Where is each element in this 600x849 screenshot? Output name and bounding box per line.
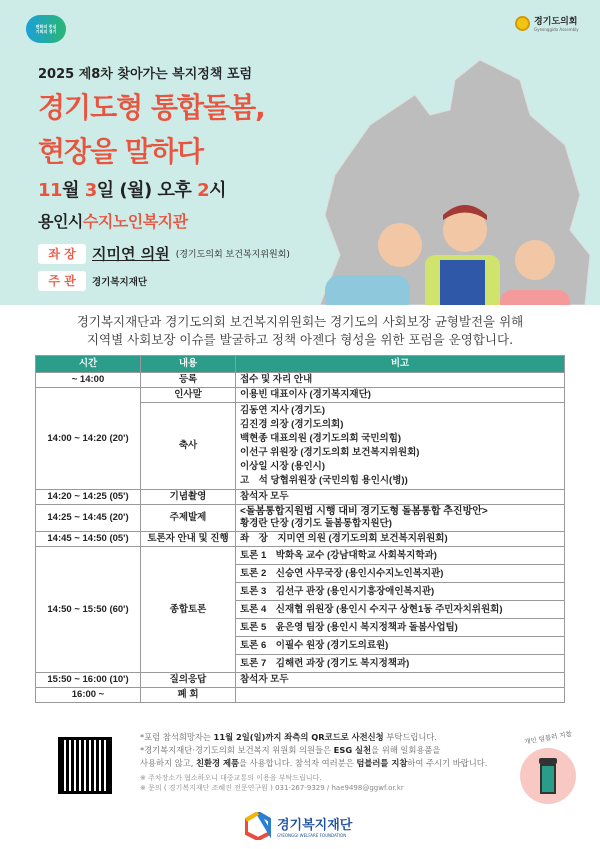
title-line: 경기도형 통합돌봄, [38, 91, 265, 124]
page-title [38, 86, 265, 174]
cell-note: 토론 7 김해련 과장 (경기도 복지정책과) [236, 655, 565, 673]
contact-info [140, 773, 510, 793]
cell-note [236, 403, 565, 490]
cell-item: 축사 [141, 403, 236, 490]
grandma-face [515, 240, 555, 280]
note-line: 이상일 시장 (용인시) [240, 461, 326, 472]
foundation-name: 경기복지재단 [277, 818, 353, 833]
assembly-logo [515, 14, 579, 32]
cell-note: 참석자 모두 [236, 673, 565, 688]
note-text: *포럼 참석희망자는 [140, 732, 214, 742]
foundation-hexagon-icon [245, 812, 271, 840]
note-line: 김진경 의장 (경기도의회) [240, 419, 344, 430]
registration-qr-code[interactable] [58, 737, 112, 794]
gyeonggi-map-illustration [320, 55, 600, 305]
note-text: 사용하지 않고, [140, 758, 197, 768]
contact-note: ※ 문의 ( 경기복지재단 조혜진 전문연구원 ) 031-267-9329 / hae9498@ggwf.or.kr [140, 784, 404, 792]
cell-item: 등록 [141, 373, 236, 388]
note-line: 고 석 당협위원장 (국민의힘 용인시(병)) [240, 475, 408, 486]
cell-item: 주제발제 [141, 505, 236, 532]
intro-line: 경기복지재단과 경기도의회 보건복지위원회는 경기도의 사회보장 균형발전을 위해 [76, 314, 524, 329]
tumbler-icon [520, 748, 576, 804]
header-time: 시간 [36, 356, 141, 373]
host-row [38, 271, 147, 291]
venue-city: 용인시 [38, 212, 83, 231]
table-row [36, 547, 565, 565]
date-month: 11 [38, 180, 63, 201]
table-row [36, 373, 565, 388]
program-table [35, 355, 565, 703]
intro-text [0, 313, 600, 349]
cell-note: 토론 3 김선구 관장 (용인시기흥장애인복지관) [236, 583, 565, 601]
note-line: 김동연 지사 (경기도) [240, 405, 326, 416]
note-text: *경기복지재단·경기도의회 보건복지 위원회 의원들은 [140, 745, 334, 755]
note-bold: 친환경 제품 [196, 758, 239, 768]
cell-item: 기념촬영 [141, 490, 236, 505]
note-text: 부탁드립니다. [383, 732, 438, 742]
note-text: 하여 주시기 바랍니다. [407, 758, 488, 768]
intro-line: 지역별 사회보장 이슈를 발굴하고 정책 아젠다 형성을 위한 포럼을 운영합니다. [86, 332, 514, 347]
footer-notes [140, 731, 510, 770]
cell-note [236, 688, 565, 703]
cell-note: 참석자 모두 [236, 490, 565, 505]
cell-note: 토론 5 윤은영 팀장 (용인시 복지정책과 돌봄사업팀) [236, 619, 565, 637]
foundation-logo [245, 812, 352, 840]
cell-item: 종합토론 [141, 547, 236, 673]
assembly-name: 경기도의회 [534, 17, 578, 27]
cell-note: 토론 6 이필수 원장 (경기도의료원) [236, 637, 565, 655]
cell-time: ~ 14:00 [36, 373, 141, 388]
note-bold: 텀블러를 지참 [356, 758, 408, 768]
cell-item: 질의응답 [141, 673, 236, 688]
title-line: 현장을 말하다 [38, 135, 204, 168]
note-text: 을 위해 일회용품을 [371, 745, 441, 755]
table-row [36, 688, 565, 703]
cell-time: 16:00 ~ [36, 688, 141, 703]
host-name: 경기복지재단 [92, 277, 148, 288]
cell-note: 접수 및 자리 안내 [236, 373, 565, 388]
note-line: 백현종 대표의원 (경기도의회 국민의힘) [240, 433, 402, 444]
cell-time: 14:00 ~ 14:20 (20') [36, 388, 141, 490]
table-row [36, 673, 565, 688]
seal-icon [515, 16, 530, 31]
hero-banner [0, 0, 600, 305]
chair-name: 지미연 의원 [92, 245, 170, 263]
table-row [36, 388, 565, 403]
logo-text: 변화의 중심 [35, 24, 57, 29]
cell-time: 14:25 ~ 14:45 (20') [36, 505, 141, 532]
table-header [36, 356, 565, 373]
date-text: 시 [209, 180, 226, 201]
note-bold: 11월 2일(일)까지 좌측의 QR코드로 사전신청 [213, 732, 384, 742]
date-text: 월 [62, 180, 85, 201]
cell-time: 14:45 ~ 14:50 (05') [36, 532, 141, 547]
date-text: 일 (월) 오후 [96, 180, 198, 201]
footer-text [140, 731, 510, 793]
note-line [140, 744, 510, 757]
parking-note: ※ 주차장소가 협소하오니 대중교통의 이용을 부탁드립니다. [140, 774, 322, 782]
note-bold: ESG 실천 [333, 745, 372, 755]
venue-place: 수지노인복지관 [82, 212, 188, 231]
cell-item: 인사말 [141, 388, 236, 403]
forum-subtitle: 2025 제8차 찾아가는 복지정책 포럼 [38, 67, 253, 82]
chair-tag: 좌 장 [38, 244, 86, 264]
cell-note: 토론 1 박화옥 교수 (강남대학교 사회복지학과) [236, 547, 565, 565]
man-face [378, 223, 422, 267]
presentation-title: <돌봄통합지원법 시행 대비 경기도형 돌봄통합 추진방안> [240, 506, 488, 517]
chair-affiliation: (경기도의회 보건복지위원회) [175, 250, 290, 260]
assembly-sub: Gyeonggido Assembly [534, 27, 579, 32]
note-line [140, 731, 510, 744]
host-tag: 주 관 [38, 271, 86, 291]
table-row [36, 505, 565, 532]
cell-item: 토론자 안내 및 진행 [141, 532, 236, 547]
chair-row [38, 243, 290, 264]
date-day: 3 [84, 180, 97, 201]
table-row [36, 490, 565, 505]
table-row [36, 532, 565, 547]
cell-note: 토론 2 신승연 사무국장 (용인시수지노인복지관) [236, 565, 565, 583]
presenter: 황경란 단장 (경기도 돌봄통합지원단) [240, 518, 392, 529]
gyeonggi-slogan-logo [26, 15, 66, 43]
event-venue [38, 212, 188, 232]
cell-item: 폐 회 [141, 688, 236, 703]
event-date [38, 180, 226, 202]
tumbler-label: 개인 텀블러 지참 [523, 729, 573, 747]
header-content: 내용 [141, 356, 236, 373]
note-text: 을 사용합니다. 참석자 여러분은 [238, 758, 357, 768]
cell-note: 토론 4 신재협 위원장 (용인시 수지구 상현1동 주민자치위원회) [236, 601, 565, 619]
date-hour: 2 [197, 180, 210, 201]
cell-time: 15:50 ~ 16:00 (10') [36, 673, 141, 688]
header-note: 비고 [236, 356, 565, 373]
note-line: 이선구 위원장 (경기도의회 보건복지위원회) [240, 447, 420, 458]
cell-note [236, 505, 565, 532]
cell-time: 14:20 ~ 14:25 (05') [36, 490, 141, 505]
logo-text: 기회의 경기 [35, 29, 57, 34]
cell-note: 이용빈 대표이사 (경기복지재단) [236, 388, 565, 403]
foundation-sub: GYEONGGI WELFARE FOUNDATION [277, 833, 347, 838]
cell-time: 14:50 ~ 15:50 (60') [36, 547, 141, 673]
note-line [140, 757, 510, 770]
cell-note: 좌 장 지미연 의원 (경기도의회 보건복지위원회) [236, 532, 565, 547]
